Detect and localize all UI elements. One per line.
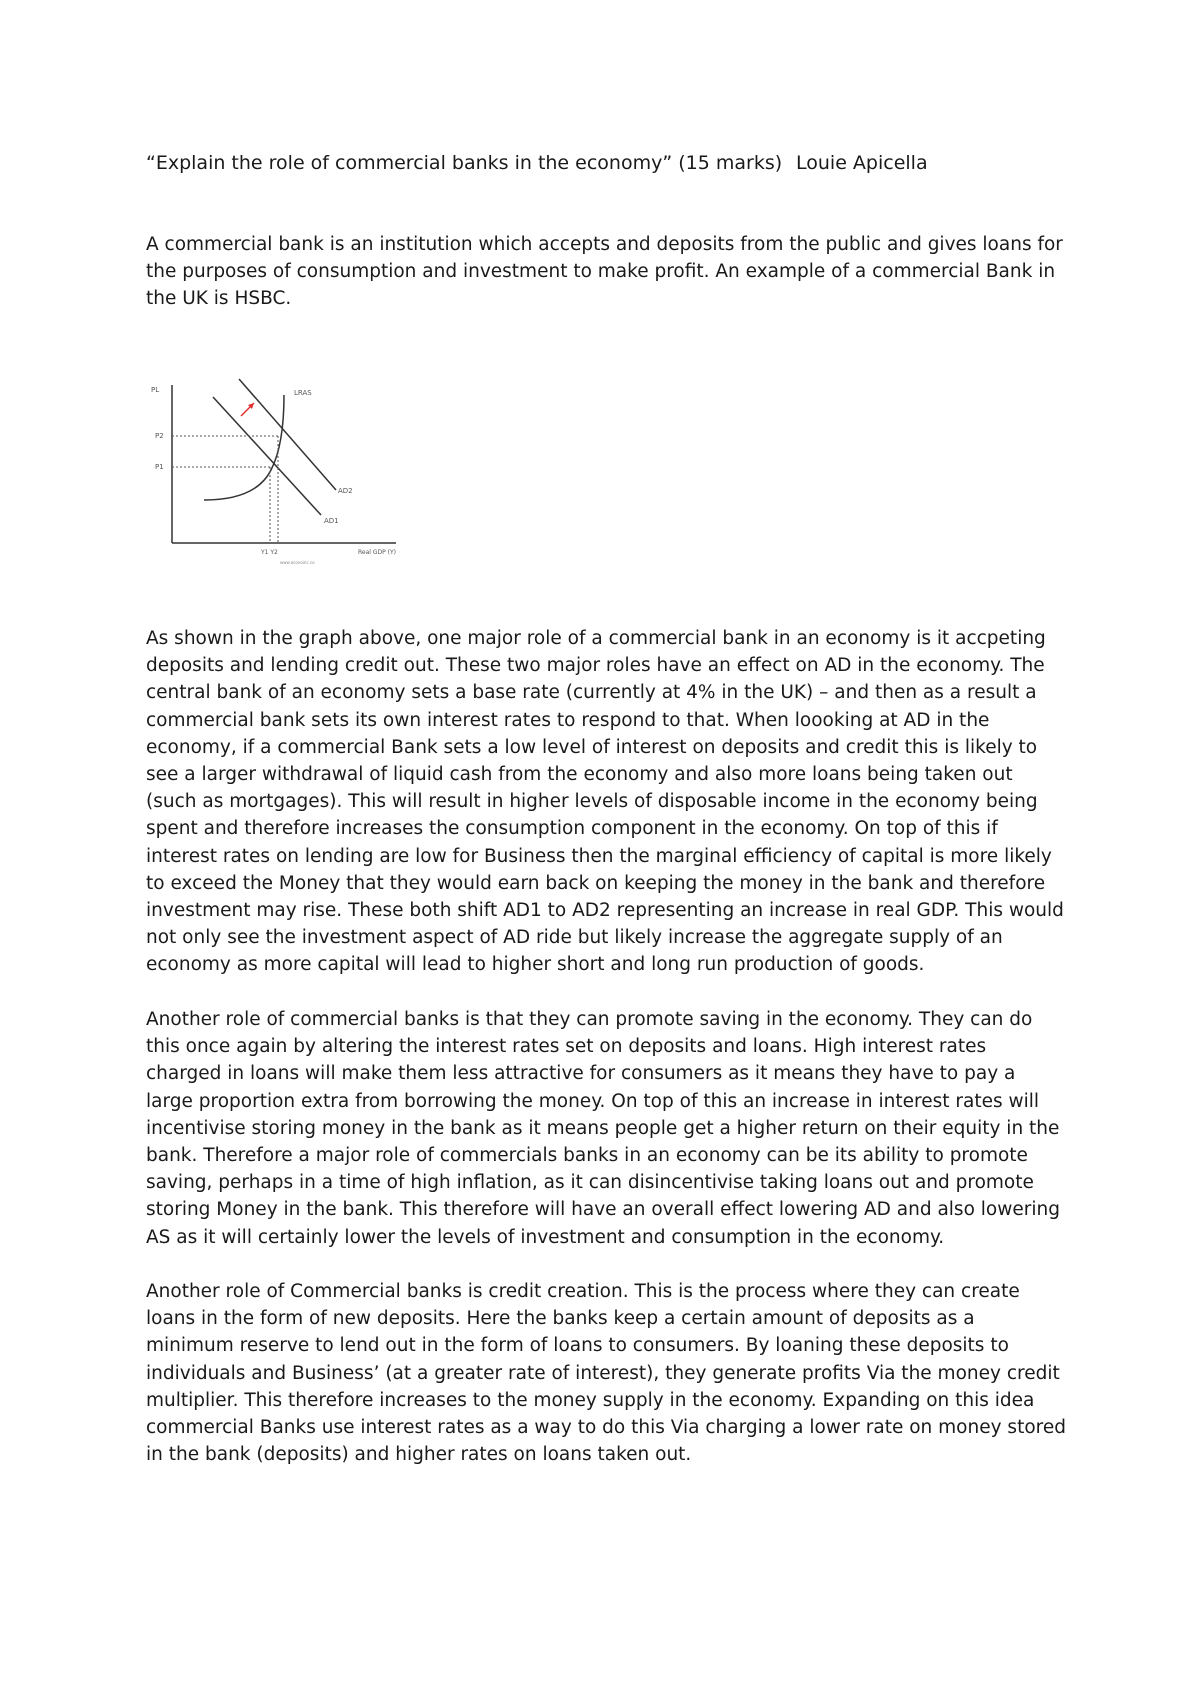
paragraph-credit-creation: Another role of Commercial banks is credit creation. This is the process where they can create loans in the form of new deposits. Here the banks keep a certain amount of deposits as a minimum reserve to lend out in the form of loans to consumers. By loaning these deposits to individuals and Business’ (at a greater rate of interest), they generate profits Via the money credit multiplier. This therefore increases to the money supply in the economy. Expanding on this idea commercial Banks use interest rates as a way to do this Via charging a lower rate on money stored in the bank (deposits) and higher rates on loans taken out. — [146, 1281, 1066, 1466]
y-axis-label: PL — [151, 386, 160, 394]
ad1-label: AD1 — [324, 517, 339, 525]
p2-label: P2 — [155, 432, 164, 440]
ad2-label: AD2 — [338, 487, 353, 495]
x-axis-label: Real GDP (Y) — [358, 549, 396, 556]
paragraph-promote-saving: Another role of commercial banks is that they can promote saving in the economy. They can do this once again by altering the interest rates set on deposits and loans. High interest rates charged in loans will make them less attractive for consumers as it means they have to pay a large proportion extra from borrowing the money. On top of this an increase in interest rates will incentivise storing money in the bank as it means people get a higher return on their equity in the bank. Therefore a major role of commercials banks in an economy can be its ability to promote saving, perhaps in a time of high inflation, as it can disincentivise taking loans out and promote storing Money in the bank. This therefore will have an overall effect lowering AD and also lowering AS as it will certainly lower the levels of investment and consumption in the economy. — [146, 1009, 1060, 1248]
document-header — [146, 150, 1046, 176]
y-ticks-label: Y1 Y2 — [261, 549, 278, 556]
essay-title: “Explain the role of commercial banks in the economy” (15 marks) — [146, 152, 783, 174]
lras-label: LRAS — [294, 389, 312, 397]
graph-source: www.econoinc.co — [280, 560, 315, 565]
paragraph-definition: A commercial bank is an institution which accepts and deposits from the public and gives loans for the purposes of consumption and investment to make profit. An example of a commercial Bank in the UK is HSBC. — [146, 234, 1063, 310]
ad-as-graph — [146, 375, 426, 570]
paragraph-deposits-lending: As shown in the graph above, one major role of a commercial bank in an economy is it accpeting deposits and lending credit out. These two major roles have an effect on AD in the economy. The central bank of an economy sets a base rate (currently at 4% in the UK) – and then as a result a commercial bank sets its own interest rates to respond to that. When loooking at AD in the economy, if a commercial Bank sets a low level of interest on deposits and credit this is likely to see a larger withdrawal of liquid cash from the economy and also more loans being taken out (such as mortgages). This will result in higher levels of disposable income in the economy being spent and therefore increases the consumption component in the economy. On top of this if interest rates on lending are low for Business then the marginal efficiency of capital is more likely to exceed the Money that they would earn back on keeping the money in the bank and therefore investment may rise. These both shift AD1 to AD2 representing an increase in real GDP. This would not only see the investment aspect of AD ride but likely increase the aggregate supply of an economy as more capital will lead to higher short and long run production of goods. — [146, 628, 1064, 976]
author-name: Louie Apicella — [796, 152, 928, 174]
ad2-curve — [239, 379, 336, 490]
p1-label: P1 — [155, 463, 164, 471]
lras-curve — [204, 395, 284, 500]
